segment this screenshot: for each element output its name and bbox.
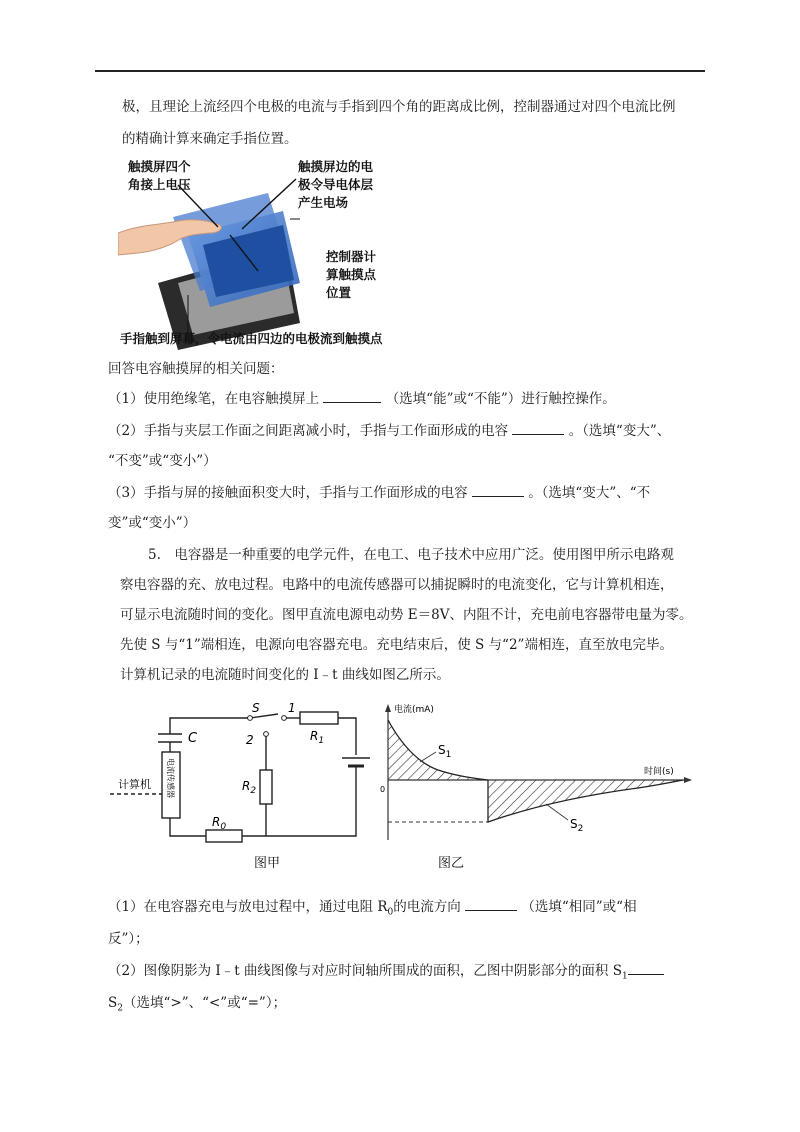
- q4-sub3-cont: 变”或“变小”）: [108, 515, 197, 531]
- terminal-1-label: 1: [288, 701, 296, 715]
- wire-sensor-r0: [170, 818, 206, 836]
- wire-r1-battery: [338, 718, 356, 755]
- q5-sub2-cont: [108, 994, 286, 1018]
- s1-leader: [420, 752, 436, 762]
- q5-sub1-text-b: 的电流方向: [393, 899, 461, 915]
- q5-sub2: [108, 962, 664, 986]
- wire-top-left: [170, 718, 250, 728]
- switch-label: S: [252, 701, 260, 715]
- q4-sub3-blank[interactable]: [472, 484, 524, 497]
- q5-line-2: 察电容器的充、放电过程。电路中的电流传感器可以捕捉瞬时的电流变化，它与计算机相连，: [120, 577, 674, 593]
- terminal-1: [282, 716, 287, 721]
- q5-sub1: [108, 898, 637, 922]
- s2-leader: [546, 804, 568, 820]
- terminal-2-label: 2: [246, 733, 254, 747]
- touch-caption: 手指触到屏幕，令电流由四边的电极流到触摸点: [120, 331, 383, 346]
- s2-label: $S_2$: [570, 817, 584, 834]
- q5-sub2-subscript-2: 2: [117, 1003, 123, 1014]
- r0-label: $R_0$: [212, 815, 227, 832]
- wire-battery-bottom: [270, 766, 356, 836]
- origin-label: 0: [380, 785, 386, 794]
- sensor-label: 电流传感器: [166, 758, 175, 798]
- q5-sub2-blank[interactable]: [628, 962, 664, 975]
- q5-sub1-text-c: （选填“相同”或“相: [521, 899, 637, 915]
- circuit-diagram: [110, 700, 370, 850]
- q5-sub2-text-a: （2）图像阴影为 I﹣t 曲线图像与对应时间轴所围成的面积，乙图中阴影部分的面积 S: [108, 963, 622, 979]
- q5-sub1-text-a: （1）在电容器充电与放电过程中，通过电阻 R: [108, 899, 388, 915]
- touch-label-a-2: 角接上电压: [128, 177, 191, 192]
- computer-label: 计算机: [118, 778, 151, 791]
- q4-prompt: 回答电容触摸屏的相关问题：: [108, 361, 284, 377]
- header-rule: [95, 70, 705, 72]
- q4-sub3-text-b: 。（选填“变大”、“不: [528, 485, 651, 501]
- q4-sub2: [108, 422, 670, 440]
- q5-sub2-text-c: （选填“>”、“<”或“=”）；: [122, 995, 287, 1011]
- area-s2: [488, 780, 683, 822]
- graph-caption: 图乙: [438, 856, 465, 871]
- r1-label: $R_1$: [310, 729, 325, 746]
- q5-line-3: 可显示电流随时间的变化。图甲直流电源电动势 E＝8V、内阻不计，充电前电容器带电量为零。: [120, 607, 693, 623]
- q4-sub1: [108, 390, 616, 408]
- q5-sub1-subscript: 0: [387, 907, 394, 918]
- q4-sub1-text-a: （1）使用绝缘笔，在电容触摸屏上: [108, 391, 320, 407]
- y-axis-label: 电流(mA): [394, 705, 434, 715]
- intro-line-1: 极，且理论上流经四个电极的电流与手指到四个角的距离成比例，控制器通过对四个电流比例: [122, 99, 676, 115]
- q4-sub1-text-b: （选填“能”或“不能”）进行触控操作。: [385, 391, 616, 407]
- q5-sub2-subscript-1: 1: [621, 971, 628, 982]
- touch-label-a-1: 触摸屏四个: [128, 159, 191, 174]
- circuit-svg: [110, 700, 370, 850]
- q4-sub3: [108, 484, 650, 502]
- terminal-2: [264, 732, 269, 737]
- q4-sub2-text-a: （2）手指与夹层工作面之间距离减小时，手指与工作面形成的电容: [108, 423, 509, 439]
- touch-label-b-1: 触摸屏边的电: [298, 159, 374, 174]
- it-graph: [378, 700, 698, 850]
- q4-sub2-cont: “不变”或“变小”）: [108, 453, 217, 469]
- capacitor-label: C: [188, 731, 198, 746]
- q5-sub2-text-b: S: [108, 995, 118, 1011]
- y-axis-arrow: [385, 704, 391, 712]
- x-axis-arrow: [684, 777, 692, 783]
- q5-line-1: 5. 电容器是一种重要的电学元件，在电工、电子技术中应用广泛。使用图甲所示电路观: [148, 547, 674, 563]
- touch-label-c-3: 位置: [326, 285, 352, 300]
- q4-sub3-text-a: （3）手指与屏的接触面积变大时，手指与工作面形成的电容: [108, 485, 468, 501]
- q5-sub1-cont: 反”）；: [108, 931, 149, 947]
- touch-label-b-3: 产生电场: [298, 195, 349, 210]
- resistor-r1: [300, 712, 338, 724]
- q5-sub1-blank[interactable]: [465, 898, 517, 911]
- r2-label: $R_2$: [242, 779, 257, 796]
- q4-sub2-text-b: 。（选填“变大”、: [568, 423, 671, 439]
- s1-label: $S_1$: [438, 743, 452, 760]
- switch-pivot: [248, 716, 253, 721]
- it-graph-svg: [378, 700, 698, 850]
- circuit-caption: 图甲: [254, 856, 281, 871]
- x-axis-label: 时间(s): [644, 767, 674, 777]
- q5-line-5: 计算机记录的电流随时间变化的 I﹣t 曲线如图乙所示。: [120, 667, 450, 683]
- touch-label-c-2: 算触摸点: [326, 267, 377, 282]
- touch-label-c-1: 控制器计: [326, 249, 377, 264]
- intro-line-2: 的精确计算来确定手指位置。: [122, 131, 298, 147]
- q5-line-4: 先使 S 与“1”端相连，电源向电容器充电。充电结束后，使 S 与“2”端相连，直至放电完毕。: [120, 637, 673, 653]
- q4-sub2-blank[interactable]: [512, 422, 564, 435]
- q4-sub1-blank[interactable]: [323, 390, 381, 403]
- resistor-r2: [260, 770, 272, 804]
- touch-label-b-2: 极令导电体层: [298, 177, 374, 192]
